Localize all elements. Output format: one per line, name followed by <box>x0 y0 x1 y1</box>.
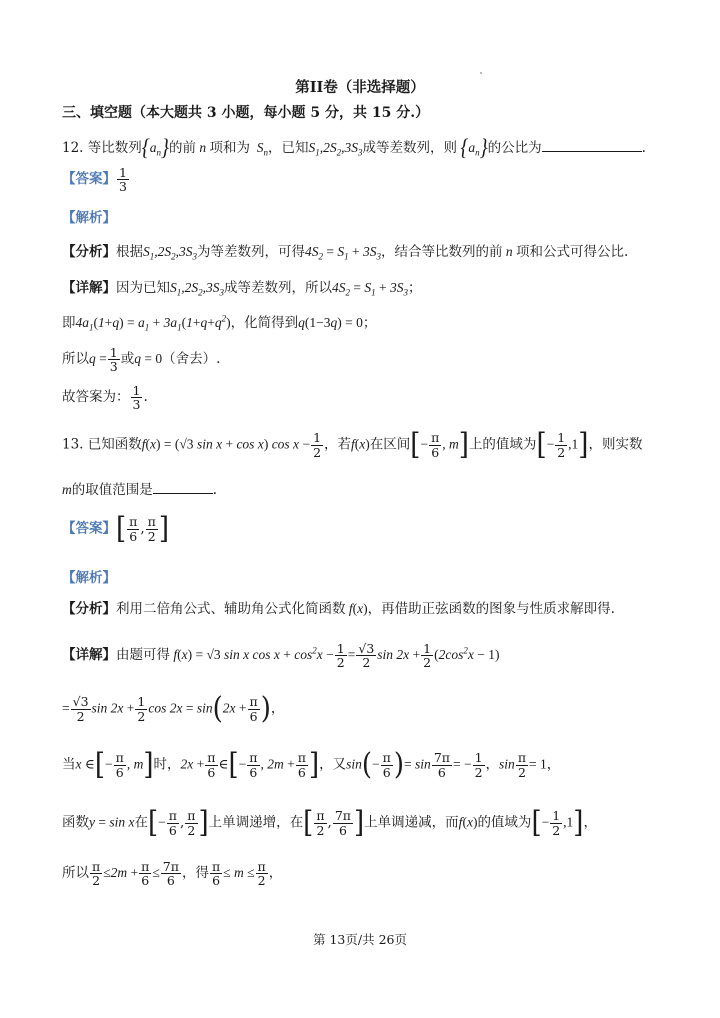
question-13-line2: m的取值范围是 . <box>62 482 218 498</box>
part-title: 第II卷（非选择题） <box>295 79 425 96</box>
answer-blank <box>153 493 213 494</box>
detail-13-line4: 所以 $\frac{\pi}{2}$ ≤2m + $\frac{\pi}{6}$ ≤ $\frac{7\pi}{6}$ ，得 $\frac{\pi}{6}$ ≤ m ≤ $\frac{\pi}{2}$ ， <box>62 859 283 889</box>
answer-label: 【答案】 <box>62 171 116 188</box>
fenxi-13: 【分析】利用二倍角公式、辅助角公式化简函数 f(x)，再借助正弦函数的图象与性质求解即得. <box>62 601 615 617</box>
question-number: 12. <box>62 140 84 156</box>
answer-12: 【答案】 $\frac{1}{3}$ <box>62 165 127 195</box>
detail-12: 【详解】因为已知$S_1,2S_2,3S_3$成等差数列，所以$4S_2 = S_1 + 3S_3$； <box>62 280 422 298</box>
detail-13: 【详解】由题可得 f(x) = √3 sin x $\cos x + \cos^2x$ − $\frac{1}{2}$ = $\frac{√3}{2}$ sin 2x + $\frac{1}{2}$ $(2\cos^2x - 1)$ <box>62 641 500 671</box>
detail-13-line1: = $\frac{√3}{2}$ sin 2x + $\frac{1}{2}$ cos 2x = sin(2x + $\frac{\pi}{6}$ )， <box>62 691 285 727</box>
detail-13-line3: 函数y = sin x在[− $\frac{\pi}{6}$ , $\frac{\pi}{2}$ ]上单调递增，在[ $\frac{\pi}{2}$ , $\frac{7\pi}{6}$ ]上单调递减，而f(x)的值域为[− $\frac{1}{2}$ ,1]， <box>62 805 597 841</box>
detail-12-line2: 所以q = $\frac{1}{3}$ 或q = 0（舍去）. <box>62 345 221 375</box>
detail-12-line1: 即$4a_1(1+q) = a_1 + 3a_1(1+q+q^2)$，化简得到q(1−3q) = 0； <box>62 313 377 333</box>
answer-label: 【答案】 <box>62 520 116 537</box>
page-footer: 第 13页/共 26页 <box>313 932 407 947</box>
analysis-label: 【解析】 <box>62 570 116 586</box>
detail-12-line3: 故答案为： $\frac{1}{3}$ . <box>62 383 148 413</box>
section-heading: 三、填空题（本大题共 3 小题，每小题 5 分，共 15 分.） <box>62 105 430 121</box>
answer-13: 【答案】[ $\frac{\pi}{6}$ , $\frac{\pi}{2}$ ] <box>62 511 170 547</box>
fenxi-12: 【分析】根据$S_1,2S_2,3S_3$为等差数列，可得$4S_2 = S_1 + 3S_3$，结合等比数列的前 n 项和公式可得公比. <box>62 244 629 262</box>
detail-13-line2: 当x ∈[− $\frac{\pi}{6}$ , m]时，2x + $\frac{\pi}{6}$ ∈[− $\frac{\pi}{6}$ , 2m + $\frac{\pi}{6}$ ]，又sin(− $\frac{\pi}{6}$ )= sin $\frac{7\pi}{6}$ = − $\frac{1}{2}$ ，sin $\frac{\pi}{2}$ = 1， <box>62 747 561 783</box>
answer-blank <box>542 151 642 152</box>
question-13: 13. 已知函数f(x) = (√3 sin x + cos x) cos x − $\frac{1}{2}$ ，若f(x)在区间[− $\frac{\pi}{6}$ , m]上的值域为[− $\frac{1}{2}$ ,1]，则实数 <box>62 427 643 463</box>
question-12: 12. 等比数列$\{a_n\}$的前 n 项和为 $S_n$，已知$S_1,2S_2,3S_3$成等差数列，则 $\{a_n\}$的公比为 . <box>62 135 646 161</box>
scan-dot <box>480 72 482 74</box>
analysis-label: 【解析】 <box>62 210 116 226</box>
question-number: 13. <box>62 436 84 453</box>
